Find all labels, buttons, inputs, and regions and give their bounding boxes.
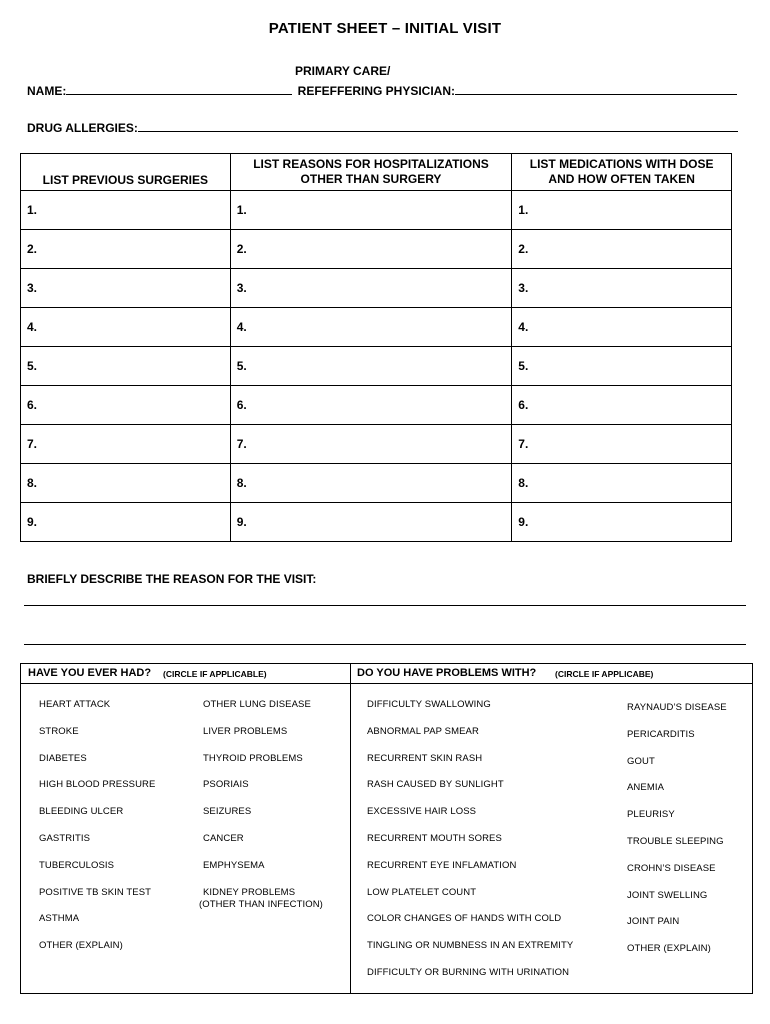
condition-item[interactable]: DIFFICULTY OR BURNING WITH URINATION [367,967,570,978]
table-row [21,464,732,503]
hospitalization-entry-8[interactable] [230,464,512,503]
condition-item[interactable]: RASH CAUSED BY SUNLIGHT [367,779,504,791]
condition-item[interactable]: ASTHMA [39,913,80,925]
condition-item[interactable]: EXCESSIVE HAIR LOSS [367,806,477,818]
surgery-entry-8[interactable] [21,464,231,503]
row-number: 6. [518,398,529,412]
condition-item[interactable]: LOW PLATELET COUNT [367,886,477,898]
physician-label: REFEFFERING PHYSICIAN: [297,84,456,98]
medication-entry-6[interactable] [512,386,732,425]
history-table [20,153,732,542]
hospitalization-entry-3[interactable] [230,269,512,308]
condition-item[interactable]: HEART ATTACK [39,699,111,710]
condition-item[interactable]: OTHER (EXPLAIN) [627,943,711,955]
visit-reason-line-1[interactable] [24,605,746,606]
condition-item[interactable]: BLEEDING ULCER [39,806,124,818]
condition-item[interactable]: PLEURISY [627,809,675,821]
condition-item[interactable]: STROKE [39,725,79,737]
row-number: 3. [236,281,247,295]
condition-item[interactable]: EMPHYSEMA [203,859,265,871]
row-number: 6. [236,398,247,412]
visit-reason-label: BRIEFLY DESCRIBE THE REASON FOR THE VISIT: [27,572,317,586]
surgery-entry-7[interactable] [21,425,231,464]
problems-with-title: DO YOU HAVE PROBLEMS WITH? [357,667,537,679]
table-row [21,425,732,464]
name-label: NAME: [27,84,67,98]
have-you-ever-had-title: HAVE YOU EVER HAD? [28,667,152,679]
condition-item[interactable]: GASTRITIS [39,833,91,844]
medication-entry-9[interactable] [512,503,732,542]
row-number: 9. [236,515,247,529]
condition-item[interactable]: LIVER PROBLEMS [203,725,288,737]
row-number: 2. [27,242,38,256]
surgery-entry-4[interactable] [21,308,231,347]
medication-entry-4[interactable] [512,308,732,347]
allergies-label: DRUG ALLERGIES: [27,121,138,135]
table-row [21,269,732,308]
name-field[interactable] [66,83,292,95]
row-number: 8. [518,476,529,490]
kidney-problems-note: (OTHER THAN INFECTION) [199,898,323,910]
hospitalization-entry-9[interactable] [230,503,512,542]
column-divider [350,664,351,993]
hospitalization-entry-5[interactable] [230,347,512,386]
column-header-surgeries: LIST PREVIOUS SURGERIES [21,154,231,191]
condition-item[interactable]: RECURRENT MOUTH SORES [367,833,502,844]
allergies-field[interactable] [138,120,738,132]
condition-item[interactable]: DIABETES [39,752,87,764]
medication-entry-1[interactable] [512,191,732,230]
table-row [21,191,732,230]
header-divider [21,683,752,684]
table-row [21,230,732,269]
row-number: 9. [27,515,38,529]
table-row [21,503,732,542]
condition-item[interactable]: TUBERCULOSIS [39,859,115,871]
condition-item[interactable]: TINGLING OR NUMBNESS IN AN EXTREMITY [367,940,574,952]
page-title: PATIENT SHEET – INITIAL VISIT [268,20,502,37]
row-number: 7. [236,437,247,451]
condition-item[interactable]: KIDNEY PROBLEMS [203,886,296,898]
row-number: 9. [518,515,529,529]
row-number: 7. [518,437,529,451]
row-number: 5. [236,359,247,373]
condition-item[interactable]: ABNORMAL PAP SMEAR [367,725,479,737]
medication-entry-8[interactable] [512,464,732,503]
table-row [21,308,732,347]
condition-item[interactable]: RAYNAUD’S DISEASE [627,702,727,713]
surgery-entry-6[interactable] [21,386,231,425]
condition-item[interactable]: HIGH BLOOD PRESSURE [39,779,156,791]
surgery-entry-1[interactable] [21,191,231,230]
surgery-entry-2[interactable] [21,230,231,269]
condition-item[interactable]: PSORIAIS [203,779,249,791]
row-number: 8. [27,476,38,490]
have-you-ever-had-note: (CIRCLE IF APPLICABLE) [163,669,267,679]
row-number: 4. [27,320,38,334]
visit-reason-line-2[interactable] [24,644,746,645]
condition-item[interactable]: CANCER [203,833,244,844]
row-number: 4. [518,320,529,334]
row-number: 5. [27,359,38,373]
surgery-entry-9[interactable] [21,503,231,542]
condition-item[interactable]: OTHER (EXPLAIN) [39,940,123,952]
condition-item[interactable]: THYROID PROBLEMS [203,752,303,764]
medication-entry-2[interactable] [512,230,732,269]
medication-entry-5[interactable] [512,347,732,386]
condition-item[interactable]: CROHN’S DISEASE [627,862,716,874]
row-number: 1. [27,203,38,217]
condition-item[interactable]: JOINT SWELLING [627,889,708,901]
row-number: 3. [27,281,38,295]
row-number: 8. [236,476,247,490]
name-row [27,83,737,98]
surgery-entry-5[interactable] [21,347,231,386]
row-number: 1. [518,203,529,217]
condition-item[interactable]: GOUT [627,755,655,767]
table-row [21,347,732,386]
condition-item[interactable]: DIFFICULTY SWALLOWING [367,699,491,710]
hospitalization-entry-4[interactable] [230,308,512,347]
hospitalization-entry-2[interactable] [230,230,512,269]
condition-item[interactable]: PERICARDITIS [627,728,695,740]
row-number: 4. [236,320,247,334]
condition-item[interactable]: RECURRENT SKIN RASH [367,752,483,764]
row-number: 3. [518,281,529,295]
condition-item[interactable]: RECURRENT EYE INFLAMATION [367,859,517,871]
condition-item[interactable]: POSITIVE TB SKIN TEST [39,886,152,898]
condition-item[interactable]: SEIZURES [203,806,252,818]
allergies-row [27,120,738,135]
condition-item[interactable]: OTHER LUNG DISEASE [203,699,311,710]
column-header-medications: LIST MEDICATIONS WITH DOSE AND HOW OFTEN TAKEN [512,154,732,191]
problems-with-note: (CIRCLE IF APPLICABE) [555,669,654,679]
hospitalization-entry-7[interactable] [230,425,512,464]
condition-item[interactable]: COLOR CHANGES OF HANDS WITH COLD [367,913,562,925]
medication-entry-7[interactable] [512,425,732,464]
table-row [21,386,732,425]
row-number: 2. [518,242,529,256]
condition-item[interactable]: JOINT PAIN [627,916,680,928]
column-header-hospitalizations: LIST REASONS FOR HOSPITALIZATIONS OTHER THAN SURGERY [230,154,512,191]
physician-field[interactable] [455,83,737,95]
hospitalization-entry-6[interactable] [230,386,512,425]
physician-label-line1: PRIMARY CARE/ [295,64,391,78]
row-number: 1. [236,203,247,217]
hospitalization-entry-1[interactable] [230,191,512,230]
condition-item[interactable]: ANEMIA [627,782,665,794]
row-number: 2. [236,242,247,256]
row-number: 7. [27,437,38,451]
condition-item[interactable]: TROUBLE SLEEPING [627,836,724,847]
medication-entry-3[interactable] [512,269,732,308]
history-checklist-box [20,663,753,994]
surgery-entry-3[interactable] [21,269,231,308]
row-number: 6. [27,398,38,412]
row-number: 5. [518,359,529,373]
